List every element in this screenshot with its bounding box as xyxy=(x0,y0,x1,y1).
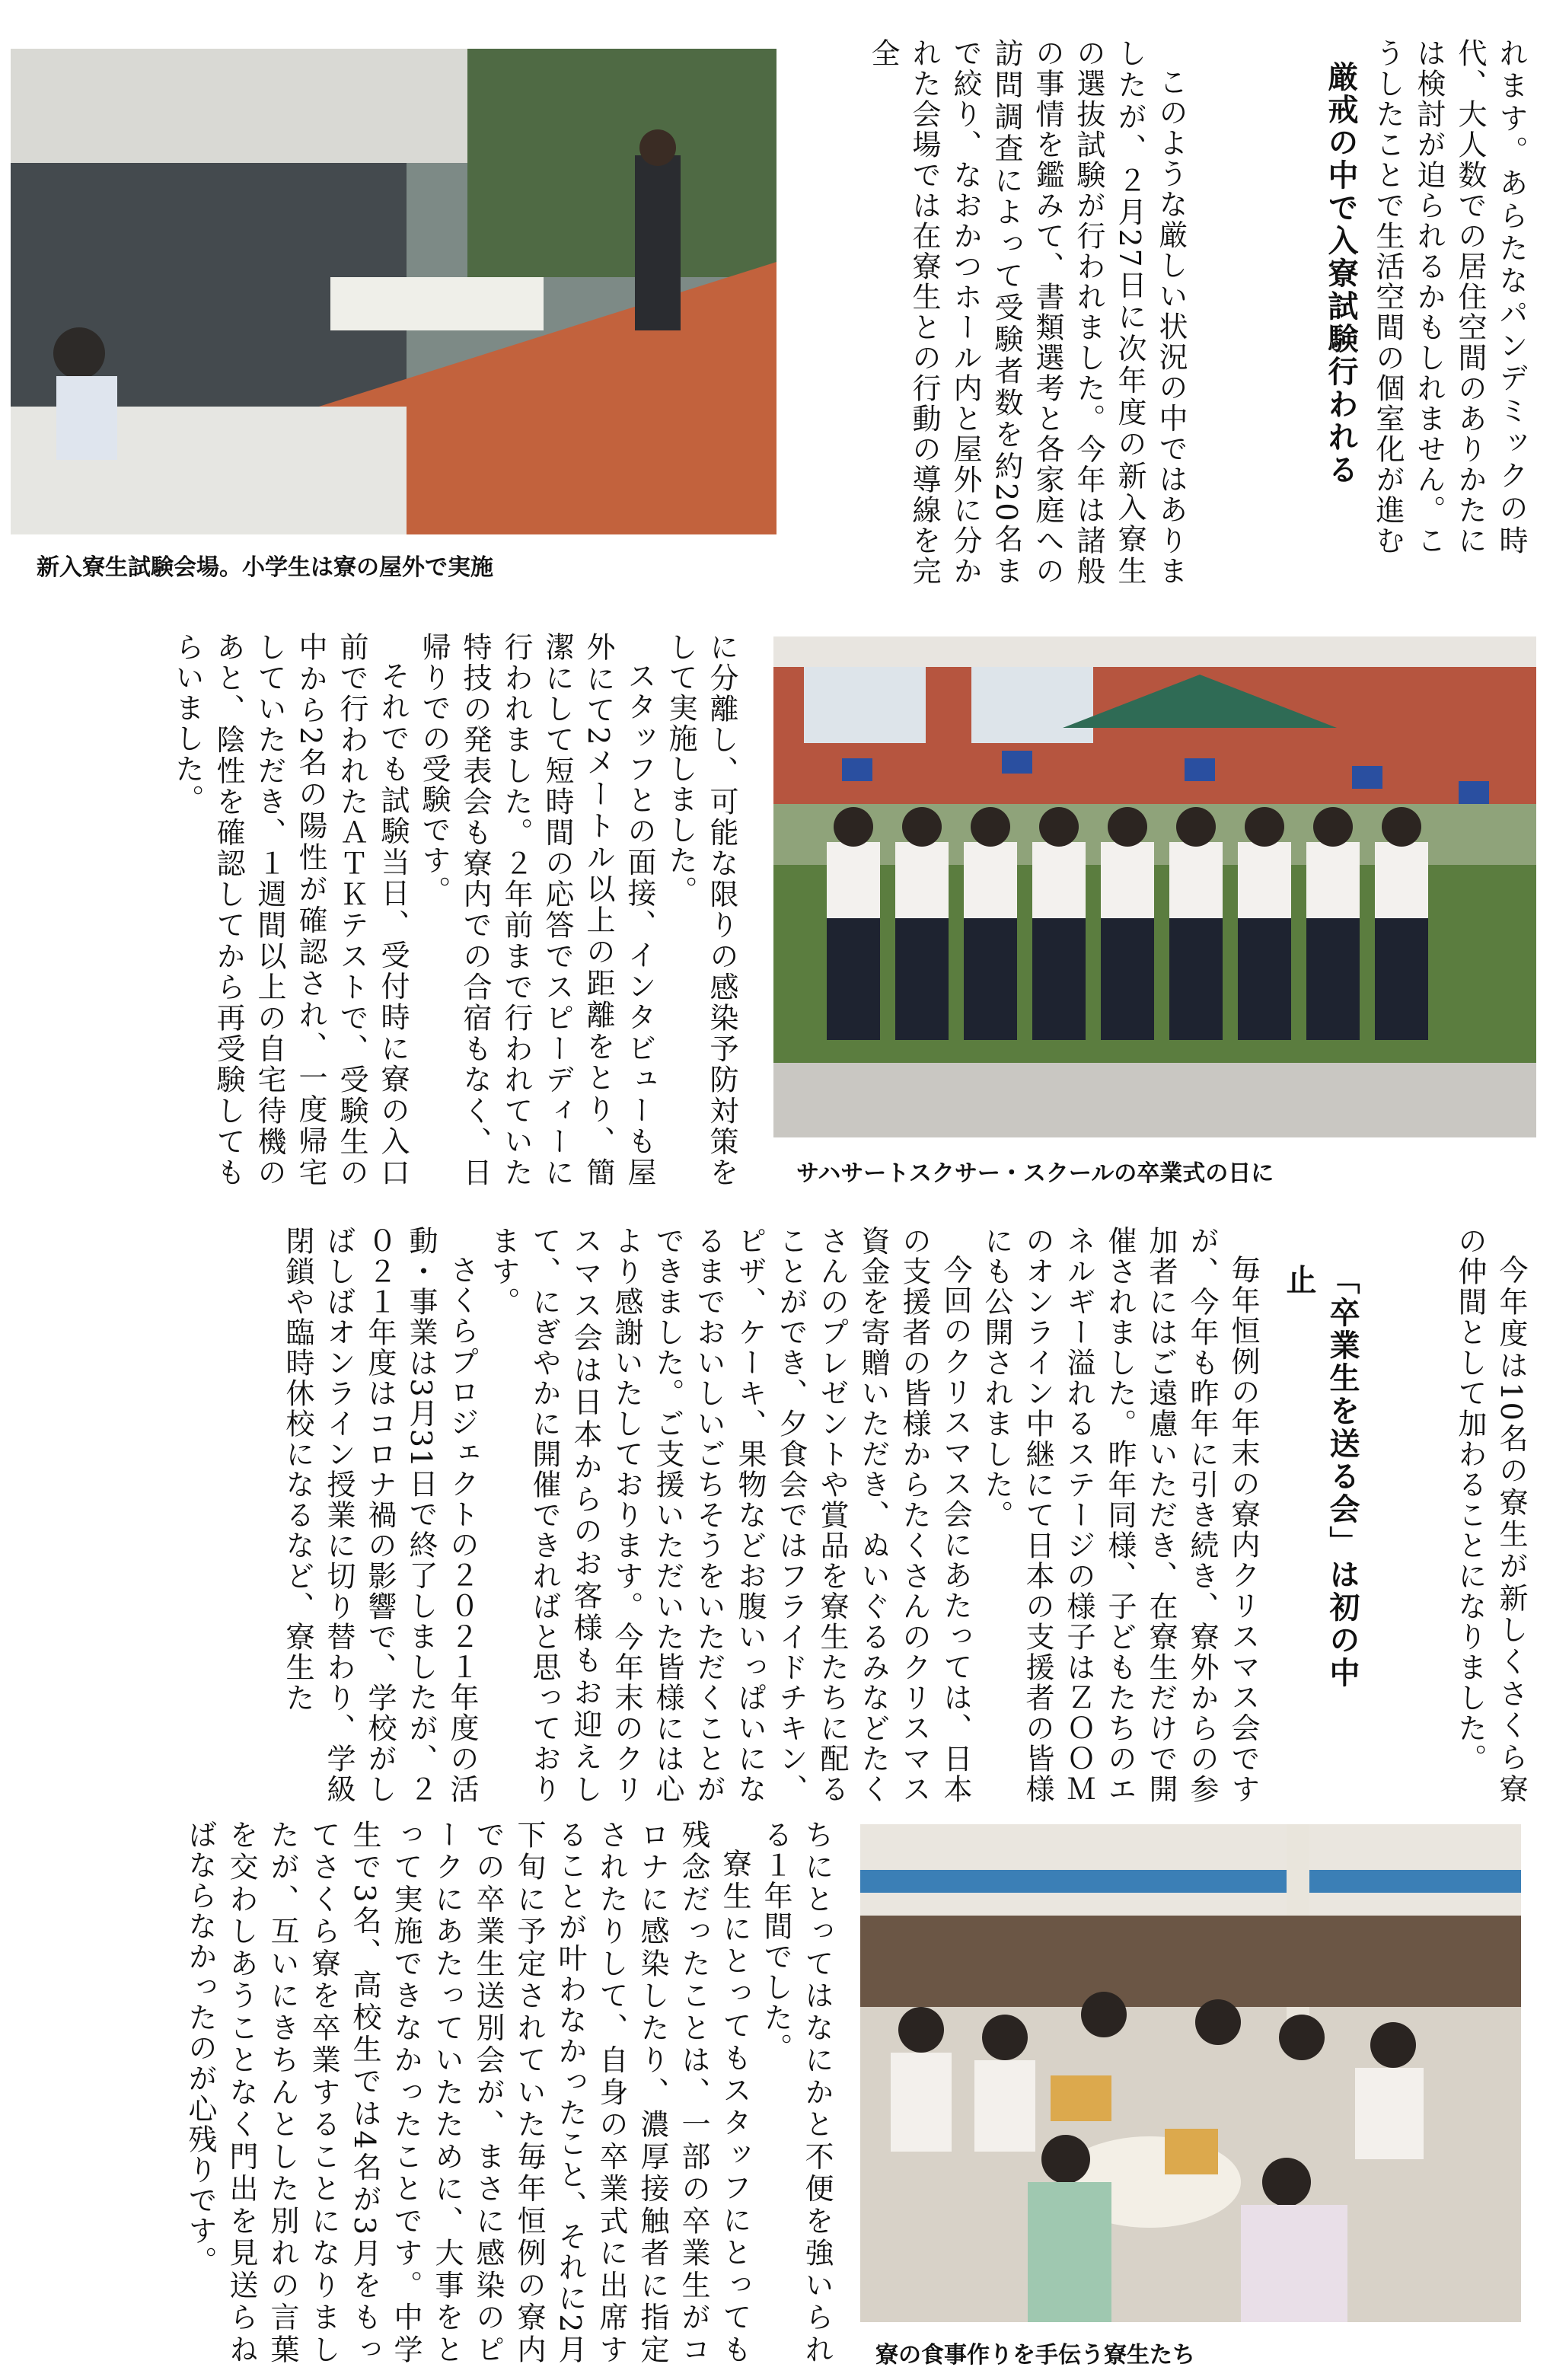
new-residents-text xyxy=(1440,1226,1532,1804)
exam-venue-photo xyxy=(11,49,776,534)
party-paragraphs-4-5 xyxy=(30,1820,837,2365)
party-paragraphs-1-3 xyxy=(30,1226,1264,1804)
party-paragraph-5: 寮生にとってもスタッフにとっても残念だったことは、一部の卒業生がコロナに感染したり、濃厚接触者に指定されたりして、自身の卒業式に出席することが叶わなかったこと、それに2月下旬に予定されていた毎年恒例の寮内での卒業生送別会が、まさに感染のピークにあたっていたために、大事をとって実施できなかったことです。中学生で3名、高校生では4名が3月をもってさくら寮を卒業することになりましたが、互いにきちんとした別れの言葉を交わしあうことなく門出を見送らねばならなかったのが心残りです。 xyxy=(183,1820,751,2365)
exam-paragraph-3: スタッフとの面接、インタビューも屋外にて2メートル以上の距離をとり、簡潔にして短時間の応答でスピーディーに行われました。２年前まで行われていた特技の発表会も寮内での合宿もなく、日帰りでの受験です。 xyxy=(417,632,656,1188)
party-paragraph-2: 今回のクリスマス会にあたっては、日本の支援者の皆様からたくさんのクリスマス資金を寄贈いただき、ぬいぐるみなどたくさんのプレゼントや賞品を寮生たちに配ることができ、夕食会ではフライドチキン、ピザ、ケーキ、果物などお腹いっぱいになるまでおいしいごちそうをいただくことができました。ご支援いただいた皆様には心より感謝いたしております。今年末のクリスマス会は日本からのお客様もお迎えして、にぎやかに開催できればと思っております。 xyxy=(486,1226,972,1804)
photo2-caption: サハサートスクサー・スクールの卒業式の日に xyxy=(796,1160,1274,1187)
exam-paragraph-1-text: このような厳しい状況の中ではありましたが、２月27日に次年度の新入寮生の選抜試験が行われました。今年は諸般の事情を鑑みて、書類選考と各家庭への訪問調査によって受験者数を約20名まで絞り、なおかつホール内と屋外に分かれた会場では在寮生との行動の導線を完全 xyxy=(866,38,1188,586)
photo1-caption: 新入寮生試験会場。小学生は寮の屋外で実施 xyxy=(37,554,493,581)
exam-paragraph-1 xyxy=(864,38,1191,586)
continuation-paragraph: れます。あらたなパンデミックの時代、大人数での居住空間のありかたには検討が迫られるかもしれません。こうしたことで生活空間の個室化が進む xyxy=(1371,38,1528,556)
exam-section-heading: 厳戒の中で入寮試験行われる xyxy=(1323,61,1358,487)
photo3-caption: 寮の食事作りを手伝う寮生たち xyxy=(875,2342,1195,2369)
exam-paragraph-4: それでも試験当日、受付時に寮の入口前で行われたＡＴＫテストで、受験生の中から2名の陽性が確認され、一度帰宅していただき、１週間以上の自宅待機のあと、陰性を確認してから再受験してもらいました。 xyxy=(171,632,410,1188)
party-paragraph-3: さくらプロジェクトの２０２１年度の活動・事業は3月31日で終了しましたが、２０２１年度はコロナ禍の影響で、学校がしばしばオンライン授業に切り替わり、学級閉鎖や臨時休校になるなど、寮生た xyxy=(281,1226,479,1804)
exam-paragraph-2: に分離し、可能な限りの感染予防対策をして実施しました。 xyxy=(664,632,738,1188)
party-paragraph-4: ちにとってはなにかと不便を強いられる１年間でした。 xyxy=(759,1820,834,2365)
new-residents-paragraph: 今年度は10名の寮生が新しくさくら寮の仲間として加わることになりました。 xyxy=(1453,1226,1528,1804)
exam-paragraph-2-4 xyxy=(30,632,742,1188)
continuation-text xyxy=(1364,38,1532,556)
party-section-heading: 「卒業生を送る会」は初の中止 xyxy=(1281,1264,1360,1689)
cooking-photo xyxy=(860,1824,1521,2322)
graduation-photo xyxy=(773,636,1536,1137)
party-paragraph-1: 毎年恒例の年末の寮内クリスマス会ですが、今年も昨年に引き続き、寮外からの参加者にはご遠慮いただき、在寮生だけで開催されました。昨年同様、子どもたちのエネルギー溢れるステージの様子はＺＯＯＭのオンライン中継にて日本の支援者の皆様にも公開されました。 xyxy=(980,1226,1260,1804)
